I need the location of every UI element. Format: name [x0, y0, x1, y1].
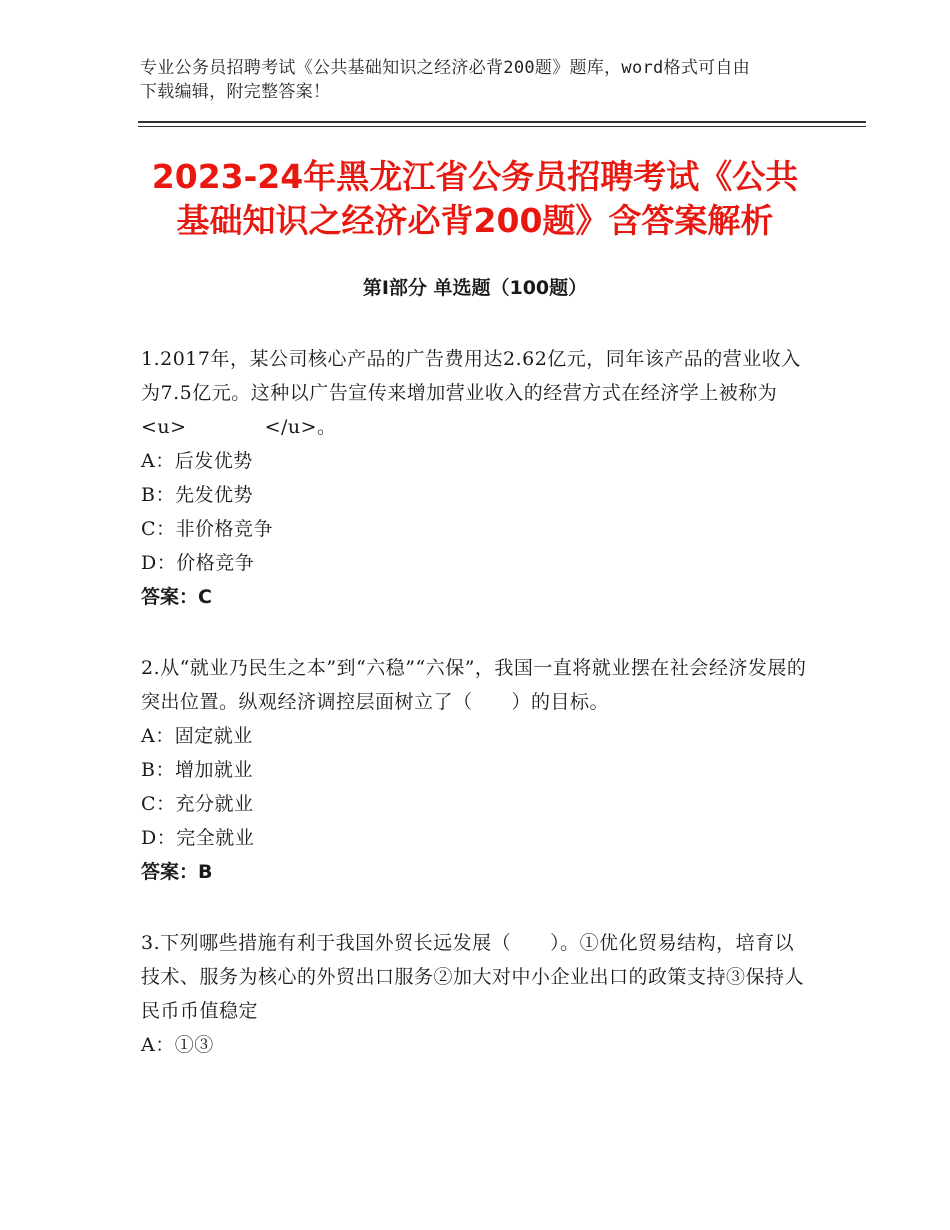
option-b: B：增加就业 [141, 759, 253, 781]
title-line-2: 基础知识之经济必背200题》含答案解析 [176, 201, 774, 240]
question-stem: 3.下列哪些措施有利于我国外贸长远发展（ ）。①优化贸易结构，培育以技术、服务为核心的外贸出口服务②加大对中小企业出口的政策支持③保持人民币币值稳定 [141, 932, 805, 1022]
option-d: D：完全就业 [141, 827, 255, 849]
question-stem: 2.从“就业乃民生之本”到“六稳”“六保”，我国一直将就业摆在社会经济发展的突出位置。纵观经济调控层面树立了（ ）的目标。 [141, 657, 807, 713]
question-list [141, 342, 811, 1099]
option-a: A：固定就业 [141, 725, 253, 747]
option-b: B：先发优势 [141, 484, 253, 506]
option-c: C：充分就业 [141, 793, 254, 815]
header-line-1: 专业公务员招聘考试《公共基础知识之经济必背200题》题库，word格式可自由 [140, 58, 751, 78]
title-line-1: 2023-24年黑龙江省公务员招聘考试《公共 [151, 157, 799, 196]
question-1 [141, 342, 811, 614]
header-line-2: 下载编辑，附完整答案！ [140, 82, 331, 102]
document-title [100, 155, 850, 243]
option-d: D：价格竞争 [141, 552, 255, 574]
question-3 [141, 926, 811, 1062]
option-a: A：后发优势 [141, 450, 253, 472]
answer: 答案：B [141, 861, 213, 883]
page-header [140, 56, 820, 104]
answer: 答案：C [141, 586, 212, 608]
header-rule-thin [138, 126, 866, 127]
question-stem: 1.2017年，某公司核心产品的广告费用达2.62亿元，同年该产品的营业收入为7.5亿元。这种以广告宣传来增加营业收入的经营方式在经济学上被称为<u> </u>。 [141, 348, 801, 438]
section-heading: 第Ⅰ部分 单选题（100题） [362, 277, 588, 299]
option-a: A：①③ [141, 1034, 214, 1056]
question-2 [141, 651, 811, 889]
option-c: C：非价格竞争 [141, 518, 274, 540]
header-rule-thick [138, 121, 866, 123]
